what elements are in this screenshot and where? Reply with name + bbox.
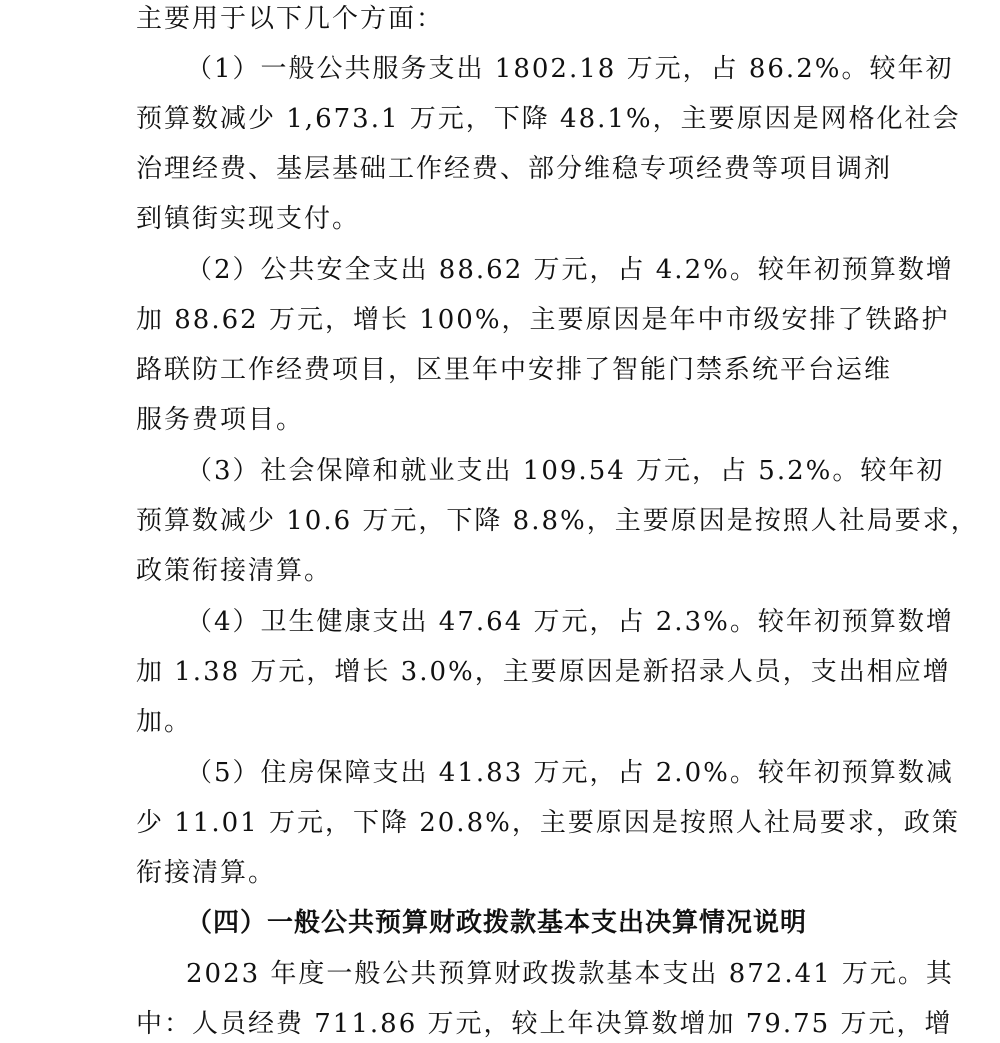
paragraph-line: 政策衔接清算。: [136, 556, 333, 586]
paragraph-line: 2023 年度一般公共预算财政拨款基本支出 872.41 万元。其: [186, 959, 954, 989]
paragraph-line: （4）卫生健康支出 47.64 万元，占 2.3%。较年初预算数增: [186, 607, 954, 637]
paragraph-line: 预算数减少 1,673.1 万元，下降 48.1%，主要原因是网格化社会: [136, 104, 961, 134]
paragraph-line: 加 88.62 万元，增长 100%，主要原因是年中市级安排了铁路护: [136, 305, 950, 335]
paragraph-line: 主要用于以下几个方面：: [136, 4, 445, 34]
paragraph-line: 预算数减少 10.6 万元，下降 8.8%，主要原因是按照人社局要求，: [136, 506, 979, 536]
paragraph-line: 衔接清算。: [136, 858, 277, 888]
section-heading: （四）一般公共预算财政拨款基本支出决算情况说明: [186, 908, 808, 938]
paragraph-line: （2）公共安全支出 88.62 万元，占 4.2%。较年初预算数增: [186, 255, 954, 285]
paragraph-line: （5）住房保障支出 41.83 万元，占 2.0%。较年初预算数减: [186, 758, 954, 788]
paragraph-line: 中：人员经费 711.86 万元，较上年决算数增加 79.75 万元，增: [136, 1009, 953, 1039]
paragraph-line: 加 1.38 万元，增长 3.0%，主要原因是新招录人员，支出相应增: [136, 657, 951, 687]
paragraph-line: （3）社会保障和就业支出 109.54 万元，占 5.2%。较年初: [186, 456, 945, 486]
paragraph-line: 少 11.01 万元，下降 20.8%，主要原因是按照人社局要求，政策: [136, 808, 960, 838]
paragraph-line: 路联防工作经费项目，区里年中安排了智能门禁系统平台运维: [136, 355, 893, 385]
paragraph-line: 加。: [136, 707, 193, 737]
paragraph-line: （1）一般公共服务支出 1802.18 万元，占 86.2%。较年初: [186, 54, 954, 84]
paragraph-line: 到镇街实现支付。: [136, 204, 361, 234]
paragraph-line: 治理经费、基层基础工作经费、部分维稳专项经费等项目调剂: [136, 154, 893, 184]
paragraph-line: 服务费项目。: [136, 405, 305, 435]
